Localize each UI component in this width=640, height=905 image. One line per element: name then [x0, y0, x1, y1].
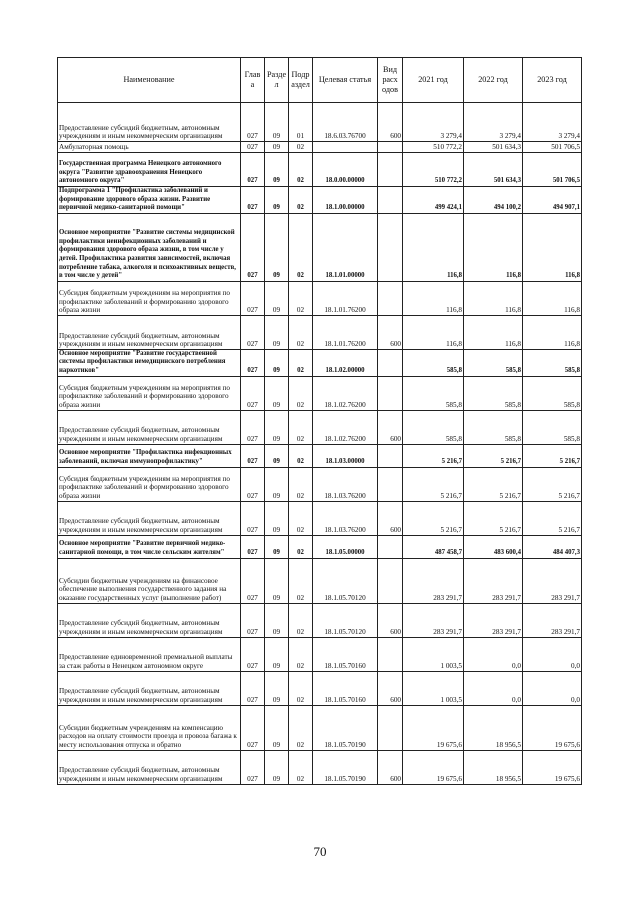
row-razdel: 09 [265, 671, 289, 705]
row-amount-2022: 116,8 [464, 213, 523, 281]
row-razdel: 09 [265, 103, 289, 142]
row-razdel: 09 [265, 349, 289, 376]
table-row [58, 349, 582, 376]
row-name: Основное мероприятие "Развитие государственной системы профилактики немедицинского потребления наркотиков" [58, 349, 241, 376]
row-amount-2023: 5 216,7 [523, 467, 582, 501]
row-glava: 027 [241, 705, 265, 750]
row-glava: 027 [241, 376, 265, 410]
row-amount-2022: 283 291,7 [464, 558, 523, 603]
row-amount-2021: 585,8 [403, 349, 464, 376]
row-podrazdel: 02 [289, 705, 313, 750]
row-amount-2022: 585,8 [464, 349, 523, 376]
row-expense-type [378, 535, 403, 558]
row-amount-2021: 19 675,6 [403, 750, 464, 784]
row-expense-type: 600 [378, 410, 403, 444]
row-amount-2023: 585,8 [523, 376, 582, 410]
row-target-article: 18.1.01.76200 [313, 281, 378, 315]
row-glava: 027 [241, 315, 265, 349]
row-glava: 027 [241, 467, 265, 501]
row-amount-2023: 116,8 [523, 281, 582, 315]
row-glava: 027 [241, 187, 265, 214]
row-amount-2023: 585,8 [523, 349, 582, 376]
row-glava: 027 [241, 501, 265, 535]
row-amount-2022: 3 279,4 [464, 103, 523, 142]
row-razdel: 09 [265, 213, 289, 281]
row-razdel: 09 [265, 315, 289, 349]
row-amount-2023: 5 216,7 [523, 444, 582, 467]
row-razdel: 09 [265, 750, 289, 784]
row-expense-type [378, 376, 403, 410]
row-amount-2021: 585,8 [403, 376, 464, 410]
row-amount-2021: 499 424,1 [403, 187, 464, 214]
row-amount-2022: 5 216,7 [464, 467, 523, 501]
budget-table [57, 57, 582, 785]
row-expense-type [378, 187, 403, 214]
row-glava: 027 [241, 103, 265, 142]
row-amount-2022: 483 600,4 [464, 535, 523, 558]
row-name: Предоставление единовременной премиальной выплаты за стаж работы в Ненецком автономном округе [58, 637, 241, 671]
row-amount-2021: 3 279,4 [403, 103, 464, 142]
row-glava: 027 [241, 637, 265, 671]
row-glava: 027 [241, 444, 265, 467]
table-row [58, 603, 582, 637]
table-row [58, 671, 582, 705]
row-name: Предоставление субсидий бюджетным, автономным учреждениям и иным некоммерческим организациям [58, 315, 241, 349]
row-amount-2021: 19 675,6 [403, 705, 464, 750]
row-amount-2022: 0,0 [464, 637, 523, 671]
row-target-article: 18.1.02.76200 [313, 376, 378, 410]
row-podrazdel: 02 [289, 349, 313, 376]
table-row [58, 213, 582, 281]
table-row [58, 444, 582, 467]
row-glava: 027 [241, 750, 265, 784]
row-razdel: 09 [265, 603, 289, 637]
row-podrazdel: 02 [289, 671, 313, 705]
row-podrazdel: 02 [289, 750, 313, 784]
row-amount-2021: 5 216,7 [403, 467, 464, 501]
row-amount-2022: 18 956,5 [464, 750, 523, 784]
row-amount-2023: 116,8 [523, 213, 582, 281]
row-podrazdel: 02 [289, 467, 313, 501]
row-amount-2023: 5 216,7 [523, 501, 582, 535]
row-razdel: 09 [265, 467, 289, 501]
row-podrazdel: 02 [289, 444, 313, 467]
row-glava: 027 [241, 213, 265, 281]
row-target-article: 18.1.01.00000 [313, 213, 378, 281]
row-name: Предоставление субсидий бюджетным, автономным учреждениям и иным некоммерческим организациям [58, 671, 241, 705]
row-target-article: 18.1.02.00000 [313, 349, 378, 376]
row-razdel: 09 [265, 705, 289, 750]
row-podrazdel: 02 [289, 637, 313, 671]
row-amount-2022: 585,8 [464, 410, 523, 444]
row-amount-2022: 116,8 [464, 281, 523, 315]
row-target-article: 18.1.03.76200 [313, 467, 378, 501]
table-row [58, 750, 582, 784]
row-podrazdel: 02 [289, 558, 313, 603]
row-target-article: 18.1.01.76200 [313, 315, 378, 349]
row-razdel: 09 [265, 501, 289, 535]
table-row [58, 637, 582, 671]
row-podrazdel: 02 [289, 153, 313, 187]
row-amount-2023: 3 279,4 [523, 103, 582, 142]
table-row [58, 705, 582, 750]
table-row [58, 281, 582, 315]
row-name: Основное мероприятие "Развитие системы медицинской профилактики неинфекционных заболеваний и формирования здорового образа жизни, в том числе у детей. Профилактика развития зависимостей, включая потребление табака, алкоголя и психоактивных веществ, в том числе у детей" [58, 213, 241, 281]
row-amount-2023: 19 675,6 [523, 705, 582, 750]
row-name: Предоставление субсидий бюджетным, автономным учреждениям и иным некоммерческим организациям [58, 103, 241, 142]
row-podrazdel: 02 [289, 376, 313, 410]
row-podrazdel: 02 [289, 603, 313, 637]
row-amount-2023: 283 291,7 [523, 603, 582, 637]
row-expense-type [378, 705, 403, 750]
header-year-2021: 2021 год [403, 58, 464, 103]
row-amount-2023: 494 907,1 [523, 187, 582, 214]
row-amount-2022: 5 216,7 [464, 501, 523, 535]
header-glava: Глав а [241, 58, 265, 103]
row-name: Предоставление субсидий бюджетным, автономным учреждениям и иным некоммерческим организациям [58, 410, 241, 444]
row-target-article: 18.1.03.00000 [313, 444, 378, 467]
row-amount-2023: 0,0 [523, 671, 582, 705]
row-amount-2021: 1 003,5 [403, 637, 464, 671]
row-expense-type [378, 637, 403, 671]
row-glava: 027 [241, 535, 265, 558]
row-expense-type [378, 142, 403, 153]
row-target-article: 18.0.00.00000 [313, 153, 378, 187]
row-expense-type [378, 281, 403, 315]
row-podrazdel: 02 [289, 187, 313, 214]
row-name: Основное мероприятие "Развитие первичной медико-санитарной помощи, в том числе сельским жителям" [58, 535, 241, 558]
row-target-article: 18.1.05.70120 [313, 603, 378, 637]
row-amount-2023: 501 706,5 [523, 153, 582, 187]
row-name: Субсидия бюджетным учреждениям на мероприятия по профилактике заболеваний и формированию здорового образа жизни [58, 376, 241, 410]
row-target-article: 18.1.05.70120 [313, 558, 378, 603]
row-razdel: 09 [265, 637, 289, 671]
row-amount-2021: 283 291,7 [403, 558, 464, 603]
row-target-article: 18.1.05.70160 [313, 671, 378, 705]
row-amount-2021: 5 216,7 [403, 444, 464, 467]
row-amount-2023: 116,8 [523, 315, 582, 349]
row-amount-2021: 116,8 [403, 281, 464, 315]
header-year-2022: 2022 год [464, 58, 523, 103]
row-amount-2023: 484 407,3 [523, 535, 582, 558]
row-target-article: 18.1.02.76200 [313, 410, 378, 444]
table-row [58, 187, 582, 214]
row-name: Амбулаторная помощь [58, 142, 241, 153]
row-amount-2021: 116,8 [403, 315, 464, 349]
table-row [58, 142, 582, 153]
row-target-article: 18.1.05.70190 [313, 750, 378, 784]
row-razdel: 09 [265, 281, 289, 315]
row-glava: 027 [241, 558, 265, 603]
row-podrazdel: 02 [289, 281, 313, 315]
row-amount-2023: 19 675,6 [523, 750, 582, 784]
row-glava: 027 [241, 142, 265, 153]
table-row [58, 558, 582, 603]
row-podrazdel: 02 [289, 213, 313, 281]
row-name: Государственная программа Ненецкого автономного округа "Развитие здравоохранения Ненецкого автономного округа" [58, 153, 241, 187]
row-expense-type [378, 467, 403, 501]
table-row [58, 103, 582, 142]
row-podrazdel: 02 [289, 535, 313, 558]
table-row [58, 501, 582, 535]
row-expense-type: 600 [378, 671, 403, 705]
row-expense-type: 600 [378, 103, 403, 142]
row-name: Подпрограмма 1 "Профилактика заболеваний и формирование здорового образа жизни. Развитие первичной медико-санитарной помощи" [58, 187, 241, 214]
row-target-article [313, 142, 378, 153]
row-razdel: 09 [265, 153, 289, 187]
row-name: Предоставление субсидий бюджетным, автономным учреждениям и иным некоммерческим организациям [58, 750, 241, 784]
row-glava: 027 [241, 671, 265, 705]
row-podrazdel: 02 [289, 501, 313, 535]
row-amount-2021: 1 003,5 [403, 671, 464, 705]
row-name: Субсидия бюджетным учреждениям на мероприятия по профилактике заболеваний и формированию здорового образа жизни [58, 467, 241, 501]
row-target-article: 18.1.05.00000 [313, 535, 378, 558]
row-expense-type: 600 [378, 603, 403, 637]
row-amount-2021: 585,8 [403, 410, 464, 444]
row-target-article: 18.6.03.76700 [313, 103, 378, 142]
row-podrazdel: 01 [289, 103, 313, 142]
row-amount-2022: 0,0 [464, 671, 523, 705]
header-target-article: Целевая статья [313, 58, 378, 103]
header-name: Наименование [58, 58, 241, 103]
row-name: Субсидии бюджетным учреждениям на компенсацию расходов на оплату стоимости проезда и провоза багажа к месту использования отпуска и обратно [58, 705, 241, 750]
row-amount-2022: 494 100,2 [464, 187, 523, 214]
header-razdel: Разде л [265, 58, 289, 103]
header-expense-type: Вид расх одов [378, 58, 403, 103]
row-razdel: 09 [265, 535, 289, 558]
table-row [58, 467, 582, 501]
row-name: Предоставление субсидий бюджетным, автономным учреждениям и иным некоммерческим организациям [58, 501, 241, 535]
row-expense-type [378, 558, 403, 603]
row-amount-2021: 510 772,2 [403, 153, 464, 187]
row-razdel: 09 [265, 558, 289, 603]
row-name: Предоставление субсидий бюджетным, автономным учреждениям и иным некоммерческим организациям [58, 603, 241, 637]
row-razdel: 09 [265, 187, 289, 214]
row-amount-2023: 501 706,5 [523, 142, 582, 153]
table-row [58, 315, 582, 349]
table-body [58, 103, 582, 785]
row-razdel: 09 [265, 444, 289, 467]
row-target-article: 18.1.05.70190 [313, 705, 378, 750]
table-row [58, 535, 582, 558]
row-glava: 027 [241, 603, 265, 637]
row-target-article: 18.1.05.70160 [313, 637, 378, 671]
row-podrazdel: 02 [289, 315, 313, 349]
row-glava: 027 [241, 153, 265, 187]
header-podrazdel: Подр аздел [289, 58, 313, 103]
table-header-row [58, 58, 582, 103]
table-row [58, 410, 582, 444]
row-name: Субсидии бюджетным учреждениям на финансовое обеспечение выполнения государственного задания на оказание государственных услуг (выполнение работ) [58, 558, 241, 603]
row-amount-2022: 585,8 [464, 376, 523, 410]
row-amount-2022: 501 634,3 [464, 142, 523, 153]
row-podrazdel: 02 [289, 142, 313, 153]
row-razdel: 09 [265, 376, 289, 410]
row-glava: 027 [241, 410, 265, 444]
row-amount-2021: 510 772,2 [403, 142, 464, 153]
row-amount-2022: 283 291,7 [464, 603, 523, 637]
row-expense-type [378, 444, 403, 467]
row-target-article: 18.1.03.76200 [313, 501, 378, 535]
row-target-article: 18.1.00.00000 [313, 187, 378, 214]
row-expense-type [378, 213, 403, 281]
row-amount-2021: 5 216,7 [403, 501, 464, 535]
row-amount-2021: 116,8 [403, 213, 464, 281]
page-number: 70 [313, 844, 327, 859]
row-expense-type: 600 [378, 501, 403, 535]
row-amount-2022: 18 956,5 [464, 705, 523, 750]
table-row [58, 153, 582, 187]
row-amount-2023: 283 291,7 [523, 558, 582, 603]
row-expense-type [378, 349, 403, 376]
row-amount-2021: 283 291,7 [403, 603, 464, 637]
table-row [58, 376, 582, 410]
row-podrazdel: 02 [289, 410, 313, 444]
row-expense-type [378, 153, 403, 187]
row-expense-type: 600 [378, 315, 403, 349]
row-amount-2022: 5 216,7 [464, 444, 523, 467]
header-year-2023: 2023 год [523, 58, 582, 103]
row-expense-type: 600 [378, 750, 403, 784]
row-razdel: 09 [265, 142, 289, 153]
row-name: Субсидия бюджетным учреждениям на мероприятия по профилактике заболеваний и формированию здорового образа жизни [58, 281, 241, 315]
row-amount-2022: 116,8 [464, 315, 523, 349]
row-name: Основное мероприятие "Профилактика инфекционных заболеваний, включая иммунопрофилактику" [58, 444, 241, 467]
row-glava: 027 [241, 281, 265, 315]
row-amount-2021: 487 458,7 [403, 535, 464, 558]
row-amount-2023: 0,0 [523, 637, 582, 671]
row-amount-2023: 585,8 [523, 410, 582, 444]
row-razdel: 09 [265, 410, 289, 444]
row-amount-2022: 501 634,3 [464, 153, 523, 187]
row-glava: 027 [241, 349, 265, 376]
